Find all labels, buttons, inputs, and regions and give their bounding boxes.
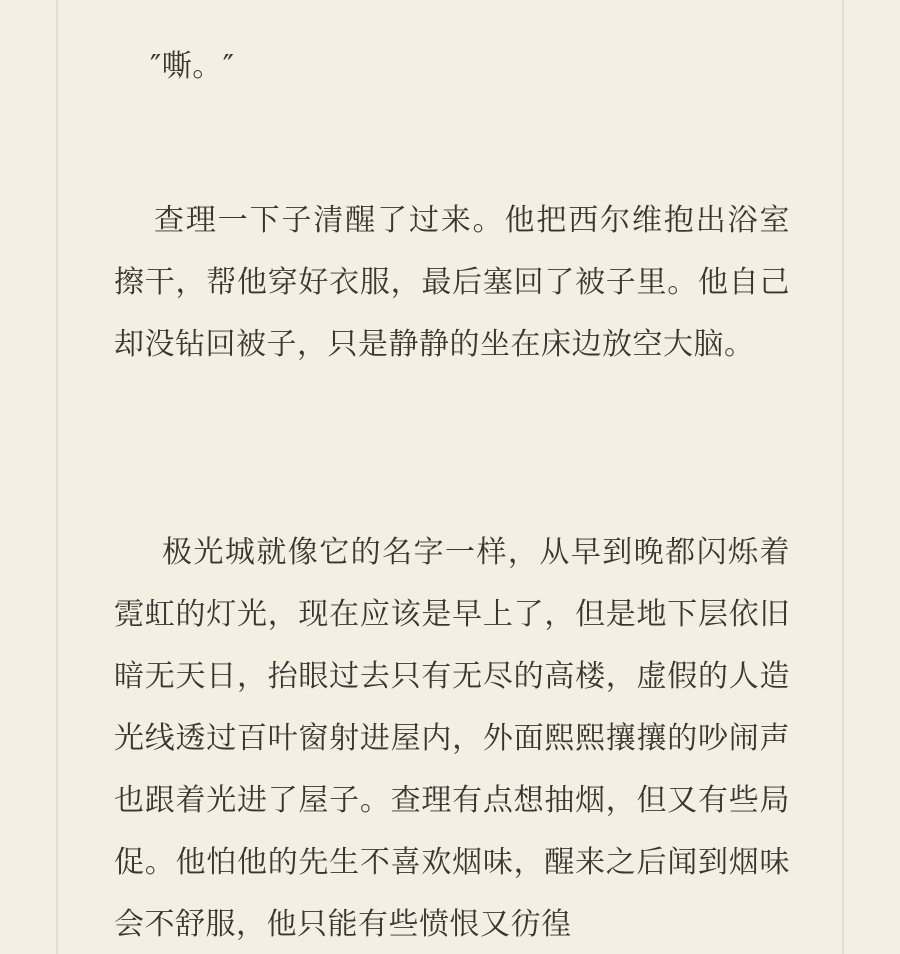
paragraph-1: ″嘶。″ xyxy=(150,49,235,84)
paragraph-2: 查理一下子清醒了过来。他把西尔维抱出浴室擦干，帮他穿好衣服，最后塞回了被子里。他自己却没钻回被子，只是静静的坐在床边放空大脑。 xyxy=(114,203,790,362)
page-border-left xyxy=(56,0,58,954)
paragraph-3: 极光城就像它的名字一样，从早到晚都闪烁着霓虹的灯光，现在应该是早上了，但是地下层依旧暗无天日，抬眼过去只有无尽的高楼，虚假的人造光线透过百叶窗射进屋内，外面熙熙攘攘的吵闹声也跟着光进了屋子。查理有点想抽烟，但又有些局促。他怕他的先生不喜欢烟味，醒来之后闻到烟味会不舒服，他只能有些愤恨又彷徨 xyxy=(114,535,790,942)
page-border-right xyxy=(842,0,844,954)
